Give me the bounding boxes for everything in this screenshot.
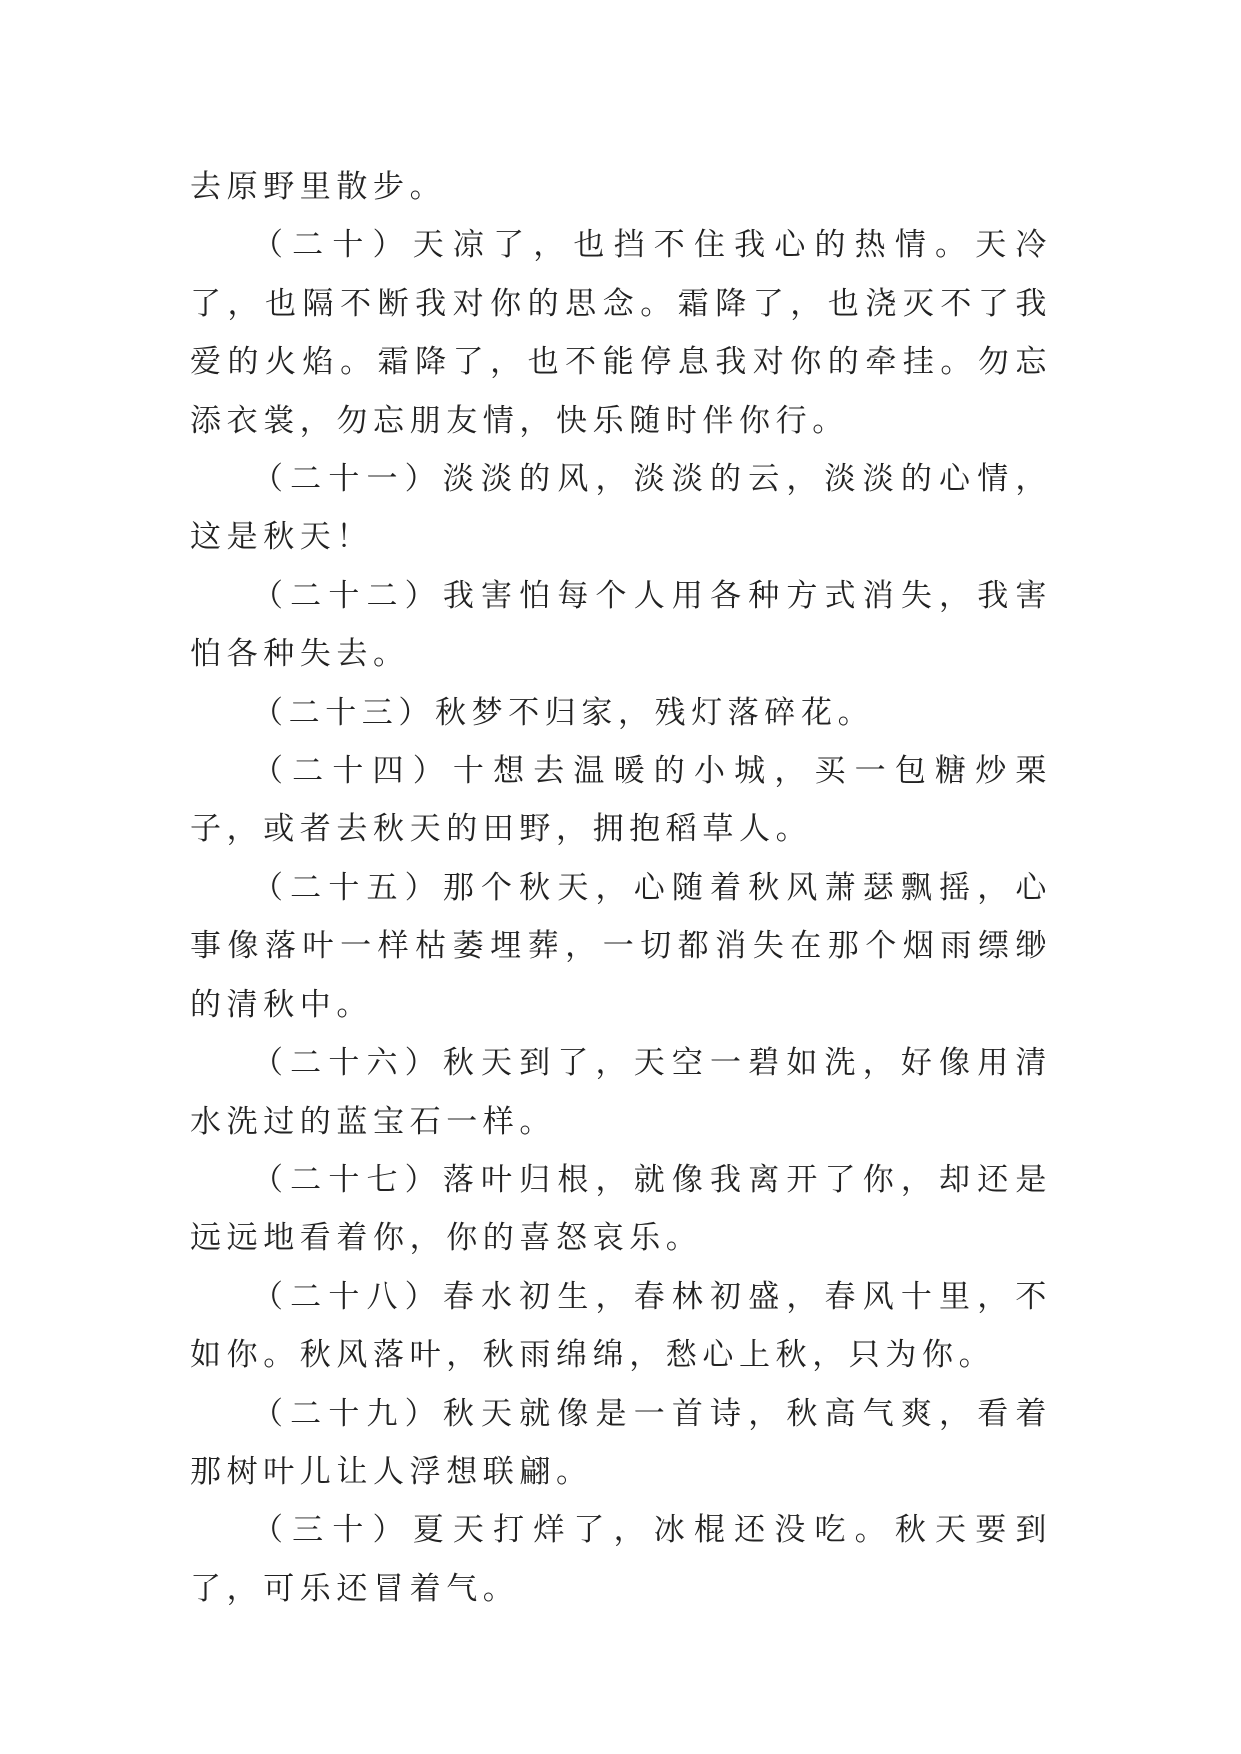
paragraph-26: （二十六）秋天到了，天空一碧如洗，好像用清水洗过的蓝宝石一样。 [190, 1045, 1052, 1140]
paragraph-22: （二十二）我害怕每个人用各种方式消失，我害怕各种失去。 [190, 577, 1052, 673]
paragraph-27: （二十七）落叶归根，就像我离开了你，却还是远远地看着你，你的喜怒哀乐。 [190, 1161, 1052, 1257]
paragraph-20: （二十）天凉了，也挡不住我心的热情。天冷了，也隔不断我对你的思念。霜降了，也浇灭不了我爱的火焰。霜降了，也不能停息我对你的牵挂。勿忘添衣裳，勿忘朋友情，快乐随时伴你行。 [190, 227, 1052, 439]
paragraph-28: （二十八）春水初生，春林初盛，春风十里，不如你。秋风落叶，秋雨绵绵，愁心上秋，只为你。 [190, 1278, 1052, 1374]
body-text [190, 158, 1052, 1618]
paragraph-21: （二十一）淡淡的风，淡淡的云，淡淡的心情，这是秋天！ [190, 461, 1052, 556]
paragraph-25: （二十五）那个秋天，心随着秋风萧瑟飘摇，心事像落叶一样枯萎埋葬，一切都消失在那个烟雨缥缈的清秋中。 [190, 869, 1052, 1023]
paragraph-23: （二十三）秋梦不归家，残灯落碎花。 [252, 694, 875, 731]
paragraph-29: （二十九）秋天就像是一首诗，秋高气爽，看着那树叶儿让人浮想联翩。 [190, 1395, 1052, 1490]
paragraph-24: （二十四）十想去温暖的小城，买一包糖炒栗子，或者去秋天的田野，拥抱稻草人。 [190, 753, 1052, 848]
paragraph-30: （三十）夏天打烊了，冰棍还没吃。秋天要到了，可乐还冒着气。 [190, 1512, 1052, 1607]
paragraph-continuation: 去原野里散步。 [190, 169, 447, 205]
